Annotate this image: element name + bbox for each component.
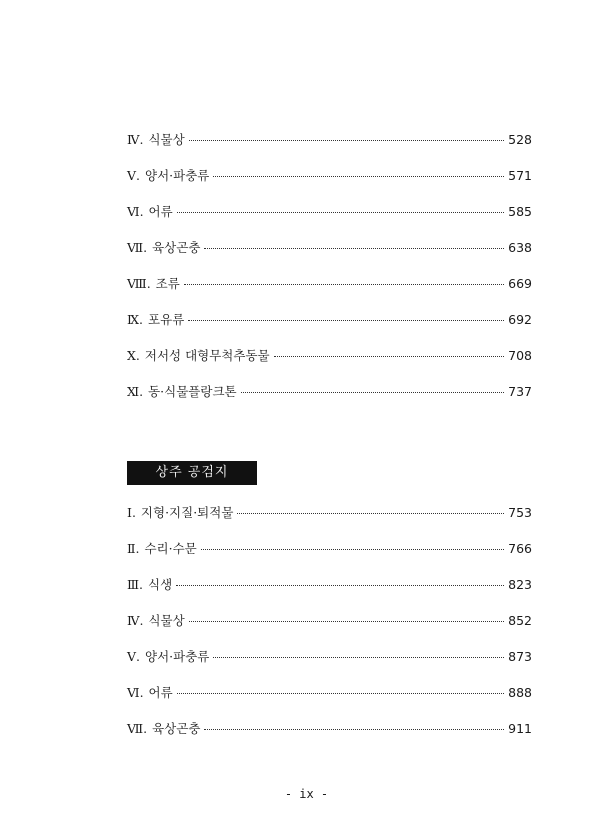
- dot-leader: [274, 356, 505, 357]
- toc-entry-number: Ⅵ.: [127, 685, 144, 700]
- toc-entry-title: [127, 203, 173, 221]
- toc-entry[interactable]: [127, 203, 532, 221]
- toc-entry-number: Ⅶ.: [127, 721, 148, 736]
- toc-entry-page: 528: [508, 132, 532, 147]
- toc-entry-title: [127, 648, 209, 666]
- toc-entry-page: 692: [508, 312, 532, 327]
- toc-entry-label: 어류: [148, 685, 173, 700]
- dot-leader: [237, 513, 504, 514]
- toc-entry-label: 식물상: [148, 132, 185, 147]
- dot-leader: [213, 176, 504, 177]
- toc-entry-number: Ⅴ.: [127, 649, 141, 664]
- toc-entry-label: 조류: [155, 276, 180, 291]
- toc-entry[interactable]: [127, 576, 532, 594]
- toc-entry[interactable]: [127, 720, 532, 738]
- toc-entry-label: 식생: [148, 577, 173, 592]
- toc-entry-number: Ⅴ.: [127, 168, 141, 183]
- toc-entry-title: [127, 239, 200, 257]
- dot-leader: [189, 621, 504, 622]
- toc-entry[interactable]: [127, 311, 532, 329]
- toc-entry-title: [127, 720, 200, 738]
- toc-entry-number: Ⅷ.: [127, 276, 151, 291]
- toc-entry[interactable]: [127, 383, 532, 401]
- toc-entry[interactable]: [127, 540, 532, 558]
- toc-entry-number: Ⅶ.: [127, 240, 148, 255]
- dot-leader: [177, 693, 504, 694]
- toc-entry-page: 585: [508, 204, 532, 219]
- toc-entry-number: Ⅹ.: [127, 348, 140, 363]
- toc-entry-label: 저서성 대형무척추동물: [144, 348, 270, 363]
- toc-entry-label: 양서·파충류: [145, 168, 210, 183]
- toc-entry-title: [127, 612, 185, 630]
- toc-entry-page: 852: [508, 613, 532, 628]
- dot-leader: [213, 657, 504, 658]
- toc-entry-number: Ⅸ.: [127, 312, 144, 327]
- toc-entry-number: Ⅳ.: [127, 613, 144, 628]
- toc-entry-page: 873: [508, 649, 532, 664]
- toc-entry[interactable]: [127, 612, 532, 630]
- toc-entry-number: Ⅲ.: [127, 577, 144, 592]
- toc-entry[interactable]: [127, 275, 532, 293]
- toc-entry-label: 포유류: [148, 312, 185, 327]
- toc-entry-label: 육상곤충: [152, 240, 201, 255]
- toc-entry-label: 육상곤충: [152, 721, 201, 736]
- dot-leader: [241, 392, 505, 393]
- dot-leader: [204, 248, 504, 249]
- toc-entry-title: [127, 504, 233, 522]
- toc-entry-title: [127, 684, 173, 702]
- toc-entry-page: 571: [508, 168, 532, 183]
- section-heading: 상주 공검지: [127, 461, 257, 485]
- toc-entry-title: [127, 311, 184, 329]
- dot-leader: [201, 549, 504, 550]
- toc-entry-label: 지형·지질·퇴적물: [140, 505, 234, 520]
- toc-entry-number: Ⅵ.: [127, 204, 144, 219]
- toc-entry-number: Ⅰ.: [127, 505, 136, 520]
- dot-leader: [184, 284, 504, 285]
- toc-entry-title: [127, 383, 237, 401]
- toc-entry-page: 911: [508, 721, 532, 736]
- toc-entry[interactable]: [127, 239, 532, 257]
- toc-entry[interactable]: [127, 131, 532, 149]
- dot-leader: [177, 212, 504, 213]
- toc-entry-page: 708: [508, 348, 532, 363]
- toc-entry-title: [127, 576, 172, 594]
- toc-entry-number: Ⅳ.: [127, 132, 144, 147]
- toc-entry[interactable]: [127, 504, 532, 522]
- toc-entry[interactable]: [127, 648, 532, 666]
- toc-entry-page: 638: [508, 240, 532, 255]
- toc-entry-title: [127, 347, 270, 365]
- page-number: - ix -: [284, 787, 329, 801]
- toc-entry[interactable]: [127, 684, 532, 702]
- toc-entry[interactable]: [127, 167, 532, 185]
- toc-entry-page: 669: [508, 276, 532, 291]
- dot-leader: [188, 320, 504, 321]
- toc-entry-number: Ⅺ.: [127, 384, 144, 399]
- toc-entry-page: 753: [508, 505, 532, 520]
- toc-entry-title: [127, 540, 197, 558]
- dot-leader: [176, 585, 504, 586]
- toc-entry[interactable]: [127, 347, 532, 365]
- toc-entry-label: 양서·파충류: [145, 649, 210, 664]
- toc-entry-page: 737: [508, 384, 532, 399]
- toc-entry-label: 어류: [148, 204, 173, 219]
- toc-entry-title: [127, 275, 180, 293]
- toc-entry-page: 823: [508, 577, 532, 592]
- toc-entry-label: 식물상: [148, 613, 185, 628]
- dot-leader: [204, 729, 504, 730]
- dot-leader: [189, 140, 504, 141]
- toc-entry-page: 888: [508, 685, 532, 700]
- toc-entry-label: 동·식물플랑크톤: [148, 384, 237, 399]
- toc-entry-page: 766: [508, 541, 532, 556]
- toc-entry-number: Ⅱ.: [127, 541, 140, 556]
- toc-entry-title: [127, 167, 209, 185]
- toc-entry-title: [127, 131, 185, 149]
- toc-entry-label: 수리·수문: [144, 541, 197, 556]
